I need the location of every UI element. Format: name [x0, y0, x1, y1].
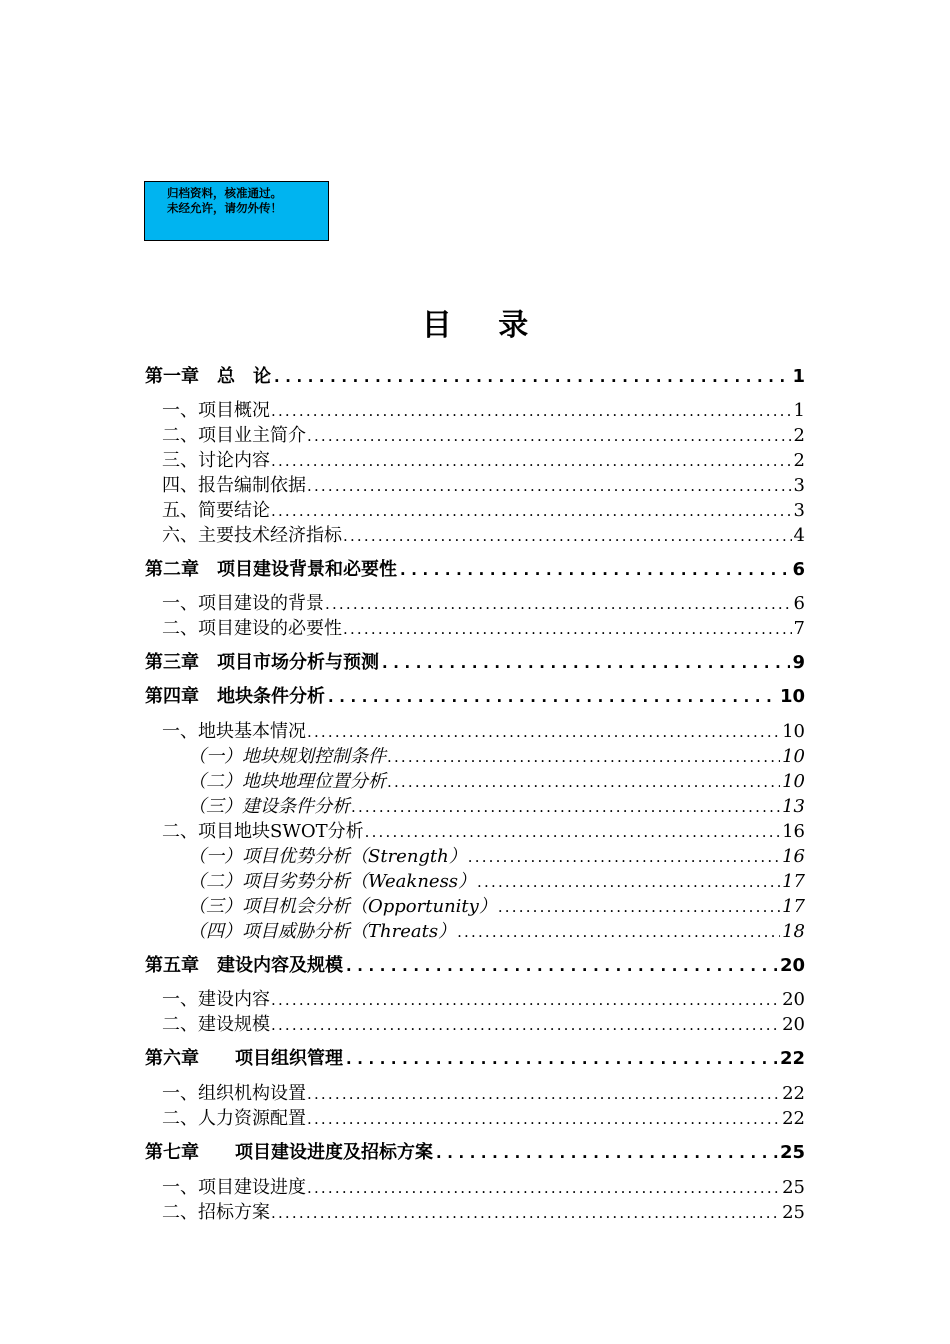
toc-entry-label: 六、主要技术经济指标	[162, 525, 342, 546]
toc-dot-leader	[271, 402, 792, 420]
toc-page-number: 1	[793, 400, 805, 421]
toc-entry-label: 五、简要结论	[162, 500, 270, 521]
toc-section-entry[interactable]	[162, 1104, 805, 1130]
toc-subsection-entry[interactable]	[188, 842, 805, 868]
toc-dot-leader	[468, 848, 780, 866]
toc-page-number: 10	[782, 771, 805, 792]
toc-entry-label: 第三章 项目市场分析与预测	[145, 652, 379, 673]
toc-entry-label: 三、讨论内容	[162, 450, 270, 471]
toc-subsection-entry[interactable]	[188, 792, 805, 818]
toc-page-number: 22	[779, 1048, 805, 1069]
toc-section-entry[interactable]	[162, 496, 805, 522]
toc-section-entry[interactable]	[162, 1079, 805, 1105]
toc-dot-leader	[307, 427, 792, 445]
toc-page-number: 13	[782, 796, 805, 817]
stamp-line-2: 未经允许，请勿外传！	[167, 201, 282, 215]
toc-entry-label: （二）项目劣势分析（Weakness）	[188, 871, 477, 892]
toc-page-number: 2	[793, 425, 805, 446]
toc-page-number: 16	[782, 846, 805, 867]
toc-dot-leader	[457, 923, 780, 941]
toc-entry-label: （三）项目机会分析（Opportunity）	[188, 896, 497, 917]
toc-dot-leader	[271, 991, 780, 1009]
toc-dot-leader	[307, 1085, 780, 1103]
toc-subsection-entry[interactable]	[188, 892, 805, 918]
toc-dot-leader	[325, 595, 792, 613]
toc-page-number: 4	[793, 525, 805, 546]
toc-entry-label: 第二章 项目建设背景和必要性	[145, 559, 397, 580]
toc-section-entry[interactable]	[162, 446, 805, 472]
toc-section-entry[interactable]	[162, 985, 805, 1011]
toc-dot-leader	[351, 798, 780, 816]
toc-entry-label: 二、项目业主简介	[162, 425, 306, 446]
toc-entry-label: 一、项目建设的背景	[162, 593, 324, 614]
toc-entry-label: （三）建设条件分析	[188, 796, 350, 817]
toc-section-entry[interactable]	[162, 1198, 805, 1224]
toc-page-number: 17	[782, 896, 805, 917]
toc-chapter-entry[interactable]	[145, 648, 805, 674]
toc-entry-label: 第四章 地块条件分析	[145, 686, 325, 707]
toc-dot-leader	[343, 527, 792, 545]
toc-dot-leader	[387, 748, 780, 766]
toc-entry-label: 第七章 项目建设进度及招标方案	[145, 1142, 433, 1163]
toc-dot-leader	[344, 1049, 778, 1068]
toc-dot-leader	[380, 653, 790, 672]
toc-dot-leader	[271, 1204, 780, 1222]
toc-chapter-entry[interactable]	[145, 951, 805, 977]
toc-entry-label: （四）项目威胁分析（Threats）	[188, 921, 457, 942]
toc-section-entry[interactable]	[162, 717, 805, 743]
toc-page-number: 25	[782, 1202, 805, 1223]
toc-entry-label: 一、项目概况	[162, 400, 270, 421]
toc-dot-leader	[398, 560, 790, 579]
toc-section-entry[interactable]	[162, 614, 805, 640]
toc-dot-leader	[307, 723, 780, 741]
toc-page-number: 20	[779, 955, 805, 976]
toc-page-number: 9	[792, 652, 805, 673]
toc-dot-leader	[434, 1143, 778, 1162]
toc-subsection-entry[interactable]	[188, 767, 805, 793]
toc-section-entry[interactable]	[162, 1010, 805, 1036]
toc-page-number: 2	[793, 450, 805, 471]
toc-entry-label: 二、建设规模	[162, 1014, 270, 1035]
toc-section-entry[interactable]	[162, 471, 805, 497]
toc-entry-label: 一、地块基本情况	[162, 721, 306, 742]
toc-page-number: 3	[793, 500, 805, 521]
toc-page-number: 10	[782, 746, 805, 767]
toc-page-number: 10	[779, 686, 805, 707]
toc-dot-leader	[344, 956, 778, 975]
toc-section-entry[interactable]	[162, 1173, 805, 1199]
toc-page-number: 22	[782, 1108, 805, 1129]
toc-dot-leader	[307, 1179, 780, 1197]
toc-entry-label: 一、组织机构设置	[162, 1083, 306, 1104]
toc-page-number: 25	[779, 1142, 805, 1163]
toc-entry-label: 第六章 项目组织管理	[145, 1048, 343, 1069]
toc-section-entry[interactable]	[162, 421, 805, 447]
toc-dot-leader	[271, 1016, 780, 1034]
toc-dot-leader	[272, 367, 790, 386]
toc-dot-leader	[326, 687, 778, 706]
archive-stamp	[144, 181, 329, 241]
toc-dot-leader	[477, 873, 780, 891]
toc-page-number: 22	[782, 1083, 805, 1104]
toc-page-number: 25	[782, 1177, 805, 1198]
toc-chapter-entry[interactable]	[145, 362, 805, 388]
toc-entry-label: 第五章 建设内容及规模	[145, 955, 343, 976]
toc-entry-label: 二、招标方案	[162, 1202, 270, 1223]
toc-section-entry[interactable]	[162, 817, 805, 843]
toc-title: 目 录	[421, 308, 547, 343]
toc-section-entry[interactable]	[162, 521, 805, 547]
toc-entry-label: 四、报告编制依据	[162, 475, 306, 496]
toc-page-number: 7	[793, 618, 805, 639]
toc-page-number: 10	[782, 721, 805, 742]
toc-page-number: 17	[782, 871, 805, 892]
toc-dot-leader	[271, 502, 792, 520]
toc-dot-leader	[307, 1110, 780, 1128]
toc-subsection-entry[interactable]	[188, 917, 805, 943]
toc-entry-label: 二、人力资源配置	[162, 1108, 306, 1129]
toc-page-number: 6	[793, 593, 805, 614]
toc-entry-label: 一、项目建设进度	[162, 1177, 306, 1198]
toc-dot-leader	[387, 773, 780, 791]
toc-chapter-entry[interactable]	[145, 555, 805, 581]
toc-page-number: 20	[782, 1014, 805, 1035]
toc-dot-leader	[498, 898, 780, 916]
toc-dot-leader	[307, 477, 792, 495]
toc-section-entry[interactable]	[162, 589, 805, 615]
toc-dot-leader	[271, 452, 792, 470]
toc-page-number: 6	[792, 559, 805, 580]
toc-entry-label: 一、建设内容	[162, 989, 270, 1010]
toc-dot-leader	[343, 620, 792, 638]
toc-subsection-entry[interactable]	[188, 867, 805, 893]
toc-chapter-entry[interactable]	[145, 682, 805, 708]
toc-entry-label: （二）地块地理位置分析	[188, 771, 386, 792]
toc-page-number: 1	[792, 366, 805, 387]
stamp-line-1: 归档资料，核准通过。	[167, 186, 282, 200]
toc-chapter-entry[interactable]	[145, 1044, 805, 1070]
toc-chapter-entry[interactable]	[145, 1138, 805, 1164]
toc-page-number: 16	[782, 821, 805, 842]
toc-subsection-entry[interactable]	[188, 742, 805, 768]
toc-page-number: 3	[793, 475, 805, 496]
toc-entry-label: 二、项目建设的必要性	[162, 618, 342, 639]
toc-page-number: 18	[782, 921, 805, 942]
toc-entry-label: 二、项目地块SWOT分析	[162, 821, 364, 842]
toc-entry-label: （一）项目优势分析（Strength）	[188, 846, 467, 867]
toc-entry-label: 第一章 总 论	[145, 366, 271, 387]
toc-page-number: 20	[782, 989, 805, 1010]
toc-dot-leader	[365, 823, 780, 841]
toc-entry-label: （一）地块规划控制条件	[188, 746, 386, 767]
toc-section-entry[interactable]	[162, 396, 805, 422]
